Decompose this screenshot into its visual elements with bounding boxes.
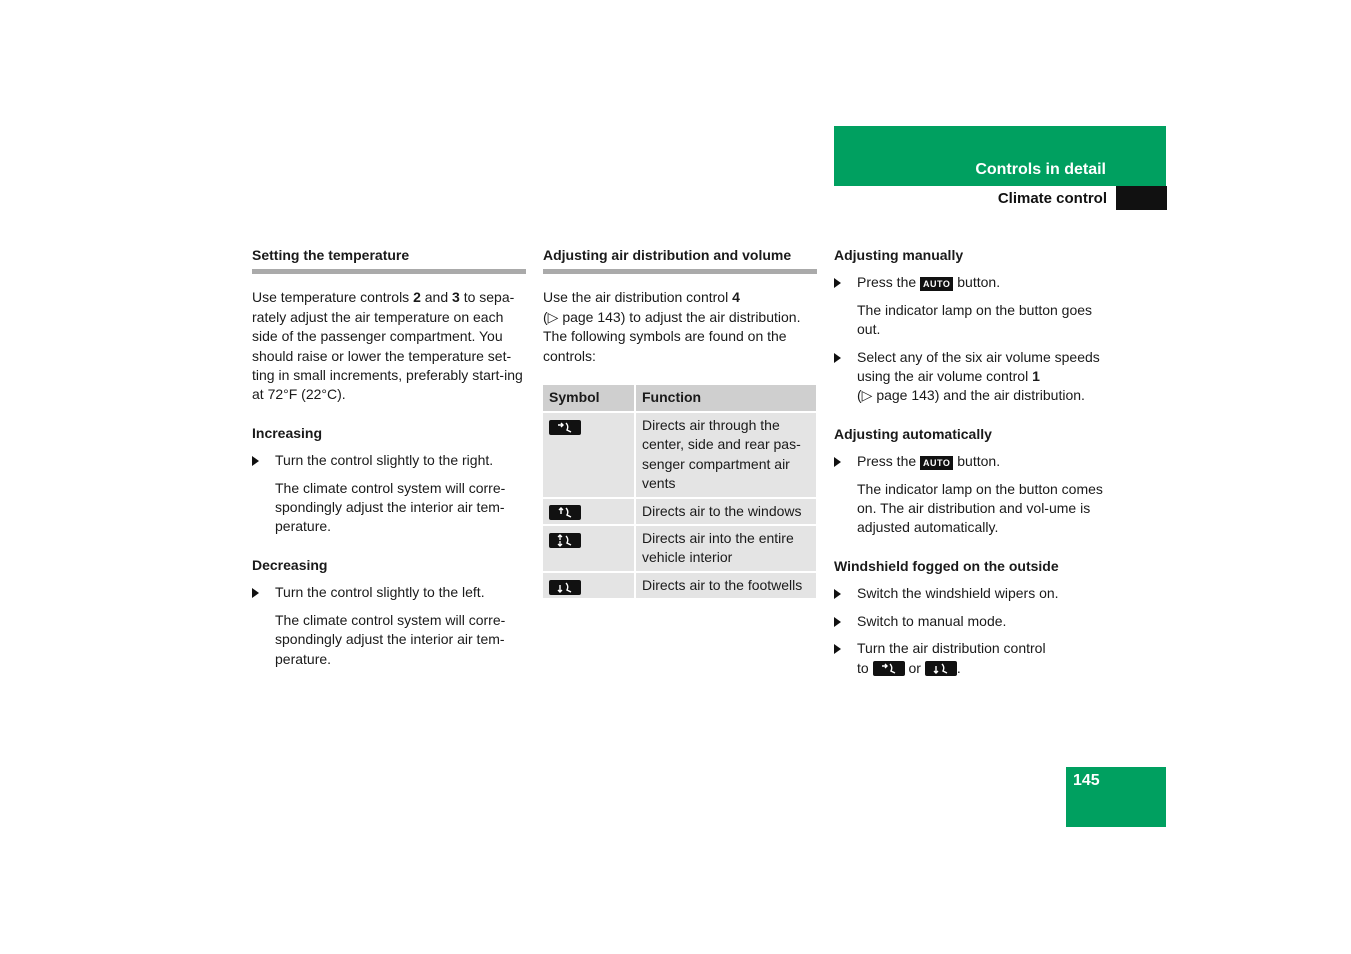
column-air-distribution xyxy=(543,246,817,600)
header-banner xyxy=(834,126,1166,186)
page-number-box xyxy=(1066,767,1166,827)
heading-increasing: Increasing xyxy=(252,424,323,441)
manual-step-1: Press the AUTO button. xyxy=(834,273,1114,292)
heading-setting-temperature: Setting the temperature xyxy=(252,247,410,263)
decreasing-result: The climate control system will corre-spondingly adjust the interior air tem-perature. xyxy=(275,611,506,667)
bullet-arrow-icon xyxy=(252,588,259,598)
bullet-arrow-icon xyxy=(834,457,841,467)
heading-decreasing: Decreasing xyxy=(252,556,328,573)
heading-windshield-fogged: Windshield fogged on the outside xyxy=(834,557,1059,574)
page-number: 145 xyxy=(1073,772,1100,789)
bullet-arrow-icon xyxy=(252,456,259,466)
table-row: Directs air to the windows xyxy=(543,498,816,525)
table-header-symbol: Symbol xyxy=(543,385,635,412)
section-title: Climate control xyxy=(997,190,1107,207)
auto-result-1: The indicator lamp on the button comes on. The air distribution and vol-ume is adjusted automatically. xyxy=(857,480,1103,536)
fogged-step-2: Switch to manual mode. xyxy=(834,612,1114,631)
table-row: Directs air through the center, side and rear pas-senger compartment air vents xyxy=(543,412,816,498)
heading-rule xyxy=(543,269,817,274)
temperature-intro: Use temperature controls 2 and 3 to sepa-rately adjust the air temperature on each side of the passenger compartment. You should raise or lower the temperature set-ting in small increments, preferably start-ing at 72°F (22°C). xyxy=(252,289,523,403)
vent-air-icon xyxy=(549,420,581,435)
table-header-function: Function xyxy=(635,385,816,412)
air-distribution-intro: Use the air distribution control 4 (▷ page 143) to adjust the air distribution. The following symbols are found on the controls: xyxy=(543,289,801,364)
decreasing-step: Turn the control slightly to the left. xyxy=(252,583,526,602)
bullet-arrow-icon xyxy=(834,353,841,363)
auto-button-icon: AUTO xyxy=(920,456,953,470)
heading-adjusting-automatically: Adjusting automatically xyxy=(834,425,992,442)
chapter-title: Controls in detail xyxy=(975,161,1106,178)
bullet-arrow-icon xyxy=(834,589,841,599)
vent-air-icon xyxy=(873,661,905,676)
full-interior-air-icon xyxy=(549,533,581,548)
header-tab xyxy=(1116,186,1167,210)
manual-step-2: Select any of the six air volume speeds using the air volume control 1 (▷ page 143) and the air distribution. xyxy=(834,348,1114,406)
footwell-air-icon xyxy=(925,661,957,676)
auto-button-icon: AUTO xyxy=(920,277,953,291)
bullet-arrow-icon xyxy=(834,644,841,654)
bullet-arrow-icon xyxy=(834,278,841,288)
heading-rule xyxy=(252,269,526,274)
bullet-arrow-icon xyxy=(834,617,841,627)
increasing-step: Turn the control slightly to the right. xyxy=(252,451,526,470)
manual-result-1: The indicator lamp on the button goes out. xyxy=(857,301,1093,338)
heading-adjusting-manually: Adjusting manually xyxy=(834,247,964,263)
column-temperature xyxy=(252,246,526,677)
table-row: Directs air to the footwells xyxy=(543,572,816,599)
fogged-step-1: Switch the windshield wipers on. xyxy=(834,584,1114,603)
table-row: Directs air into the entire vehicle interior xyxy=(543,525,816,572)
increasing-result: The climate control system will corre-spondingly adjust the interior air tem-perature. xyxy=(275,479,506,535)
symbol-table xyxy=(543,385,816,600)
heading-air-distribution: Adjusting air distribution and volume xyxy=(543,247,792,263)
fogged-step-3: Turn the air distribution control to or . xyxy=(834,639,1114,678)
windshield-air-icon xyxy=(549,505,581,520)
footwell-air-icon xyxy=(549,580,581,595)
column-adjusting xyxy=(834,246,1114,686)
auto-step-1: Press the AUTO button. xyxy=(834,452,1114,471)
